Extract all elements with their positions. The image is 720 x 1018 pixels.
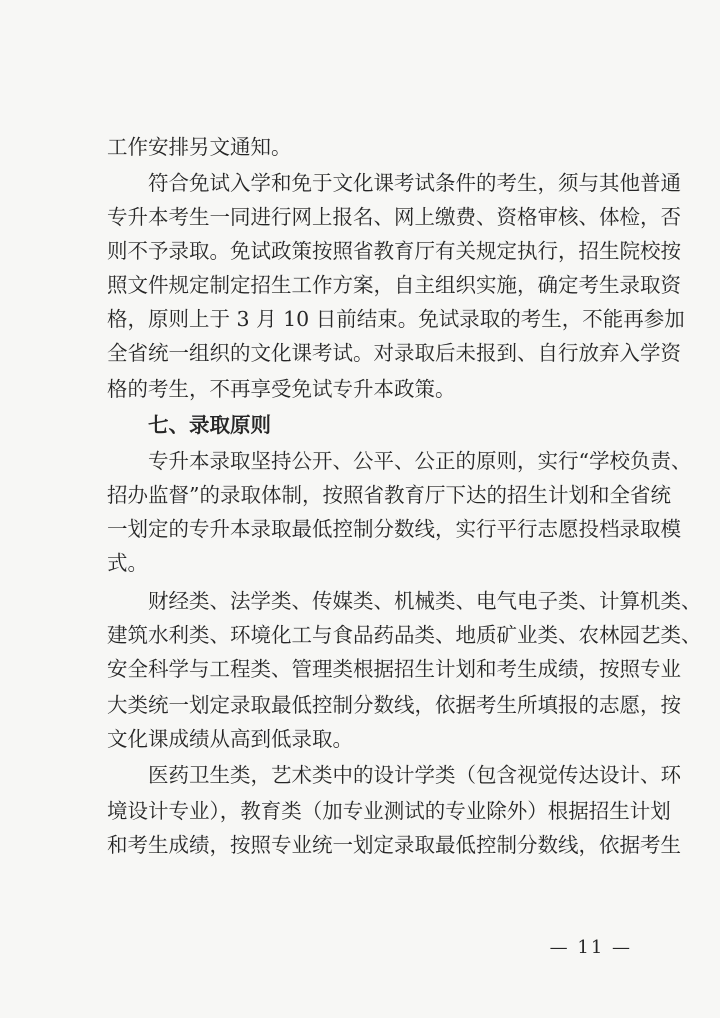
text-line: 安全科学与工程类、管理类根据招生计划和考生成绩，按照专业 xyxy=(107,657,681,681)
text-line: 文化课成绩从高到低录取。 xyxy=(107,727,353,751)
text-line: 境设计专业），教育类（加专业测试的专业除外）根据招生计划 xyxy=(107,799,671,823)
page-number: — 11 — xyxy=(549,937,632,958)
text-line: 一划定的专升本录取最低控制分数线，实行平行志愿投档录取模 xyxy=(107,517,681,541)
text-line: 式。 xyxy=(107,551,148,575)
text-line: 符合免试入学和免于文化课考试条件的考生，须与其他普通 xyxy=(107,171,681,195)
text-line: 专升本录取坚持公开、公平、公正的原则，实行“学校负责、 xyxy=(107,449,692,473)
text-line: 工作安排另文通知。 xyxy=(107,135,292,159)
text-line: 招办监督”的录取体制，按照省教育厅下达的招生计划和全省统 xyxy=(107,483,671,507)
text-line: 照文件规定制定招生工作方案，自主组织实施，确定考生录取资 xyxy=(107,273,681,297)
text-line: 专升本考生一同进行网上报名、网上缴费、资格审核、体检，否 xyxy=(107,205,681,229)
text-line: 大类统一划定录取最低控制分数线，依据考生所填报的志愿，按 xyxy=(107,693,681,717)
text-line: 格，原则上于 3 月 10 日前结束。免试录取的考生，不能再参加 xyxy=(107,307,685,331)
text-line: 医药卫生类，艺术类中的设计学类（包含视觉传达设计、环 xyxy=(107,763,681,787)
text-line: 财经类、法学类、传媒类、机械类、电气电子类、计算机类、 xyxy=(107,589,702,613)
text-line: 和考生成绩，按照专业统一划定录取最低控制分数线，依据考生 xyxy=(107,833,681,857)
text-line: 则不予录取。免试政策按照省教育厅有关规定执行，招生院校按 xyxy=(107,239,681,263)
text-line: 建筑水利类、环境化工与食品药品类、地质矿业类、农林园艺类、 xyxy=(107,623,702,647)
section-heading: 七、录取原则 xyxy=(107,413,271,437)
text-line: 全省统一组织的文化课考试。对录取后未报到、自行放弃入学资 xyxy=(107,341,681,365)
text-line: 格的考生，不再享受免试专升本政策。 xyxy=(107,377,456,401)
